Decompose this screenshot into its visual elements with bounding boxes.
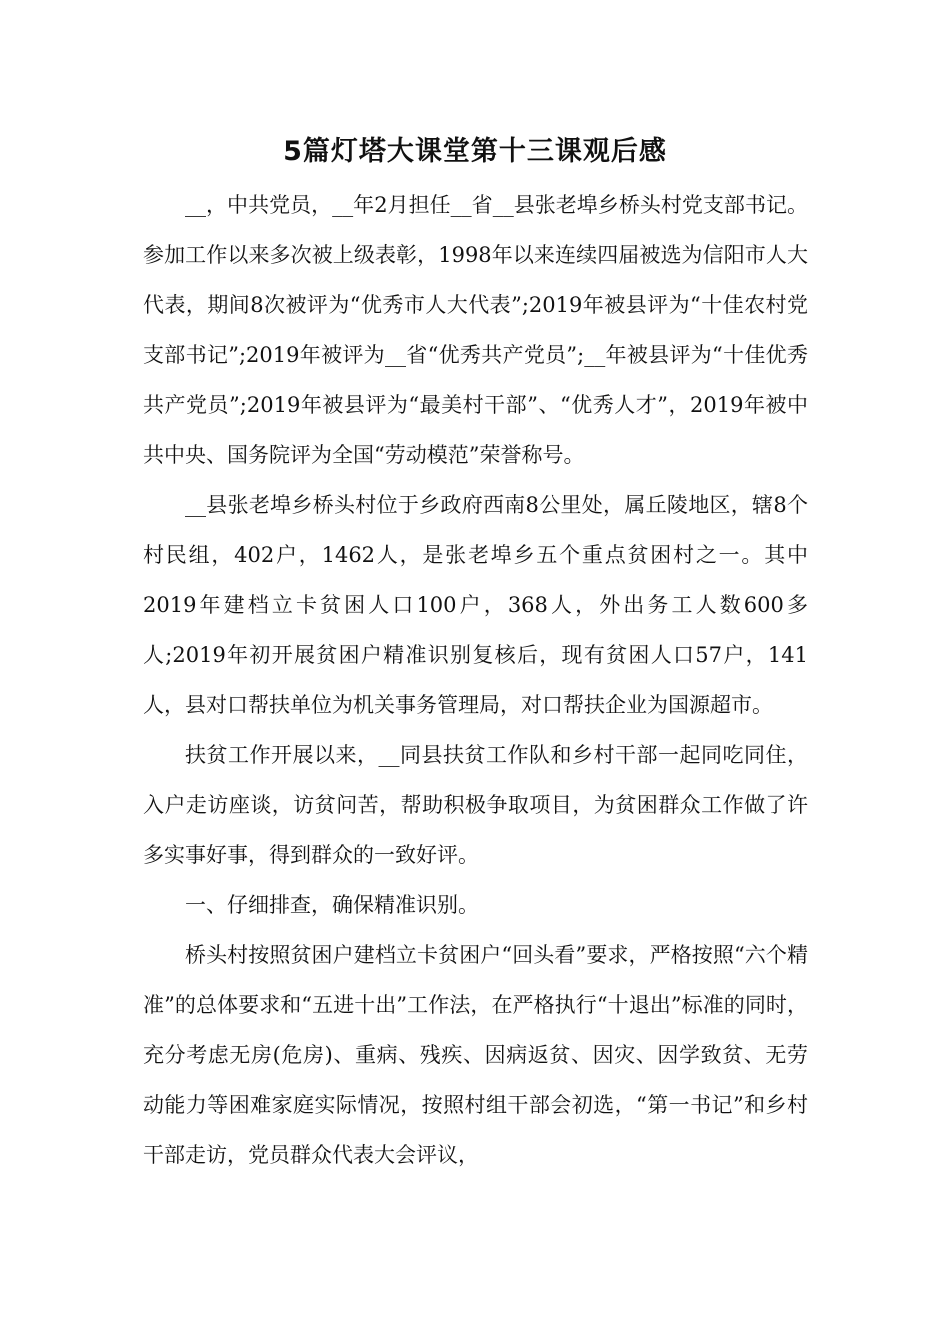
section-heading-precise-identification: 一、仔细排查，确保精准识别。: [185, 893, 479, 917]
paragraph-village-overview: __县张老埠乡桥头村位于乡政府西南8公里处，属丘陵地区，辖8个村民组，402户，1462人，是张老埠乡五个重点贫困村之一。其中2019年建档立卡贫困人口100户，368人，外出务工人数600多人;2019年初开展贫困户精准识别复核后，现有贫困人口57户，141人，县对口帮扶单位为机关事务管理局，对口帮扶企业为国源超市。: [143, 493, 808, 717]
document-body: [143, 180, 808, 1180]
document-title: 5篇灯塔大课堂第十三课观后感: [283, 136, 667, 167]
paragraph-profile: __，中共党员，__年2月担任__省__县张老埠乡桥头村党支部书记。参加工作以来多次被上级表彰，1998年以来连续四届被选为信阳市人大代表，期间8次被评为“优秀市人大代表”;2019年被县评为“十佳农村党支部书记”;2019年被评为__省“优秀共产党员”;__年被县评为“十佳优秀共产党员”;2019年被县评为“最美村干部”、“优秀人才”，2019年被中共中央、国务院评为全国“劳动模范”荣誉称号。: [143, 193, 808, 467]
paragraph-poverty-work: 扶贫工作开展以来，__同县扶贫工作队和乡村干部一起同吃同住，入户走访座谈，访贫问苦，帮助积极争取项目，为贫困群众工作做了许多实事好事，得到群众的一致好评。: [143, 743, 808, 867]
paragraph-identification-process: 桥头村按照贫困户建档立卡贫困户“回头看”要求，严格按照“六个精准”的总体要求和“五进十出”工作法，在严格执行“十退出”标准的同时，充分考虑无房(危房)、重病、残疾、因病返贫、因灾、因学致贫、无劳动能力等困难家庭实际情况，按照村组干部会初选，“第一书记”和乡村干部走访，党员群众代表大会评议，: [143, 943, 808, 1167]
